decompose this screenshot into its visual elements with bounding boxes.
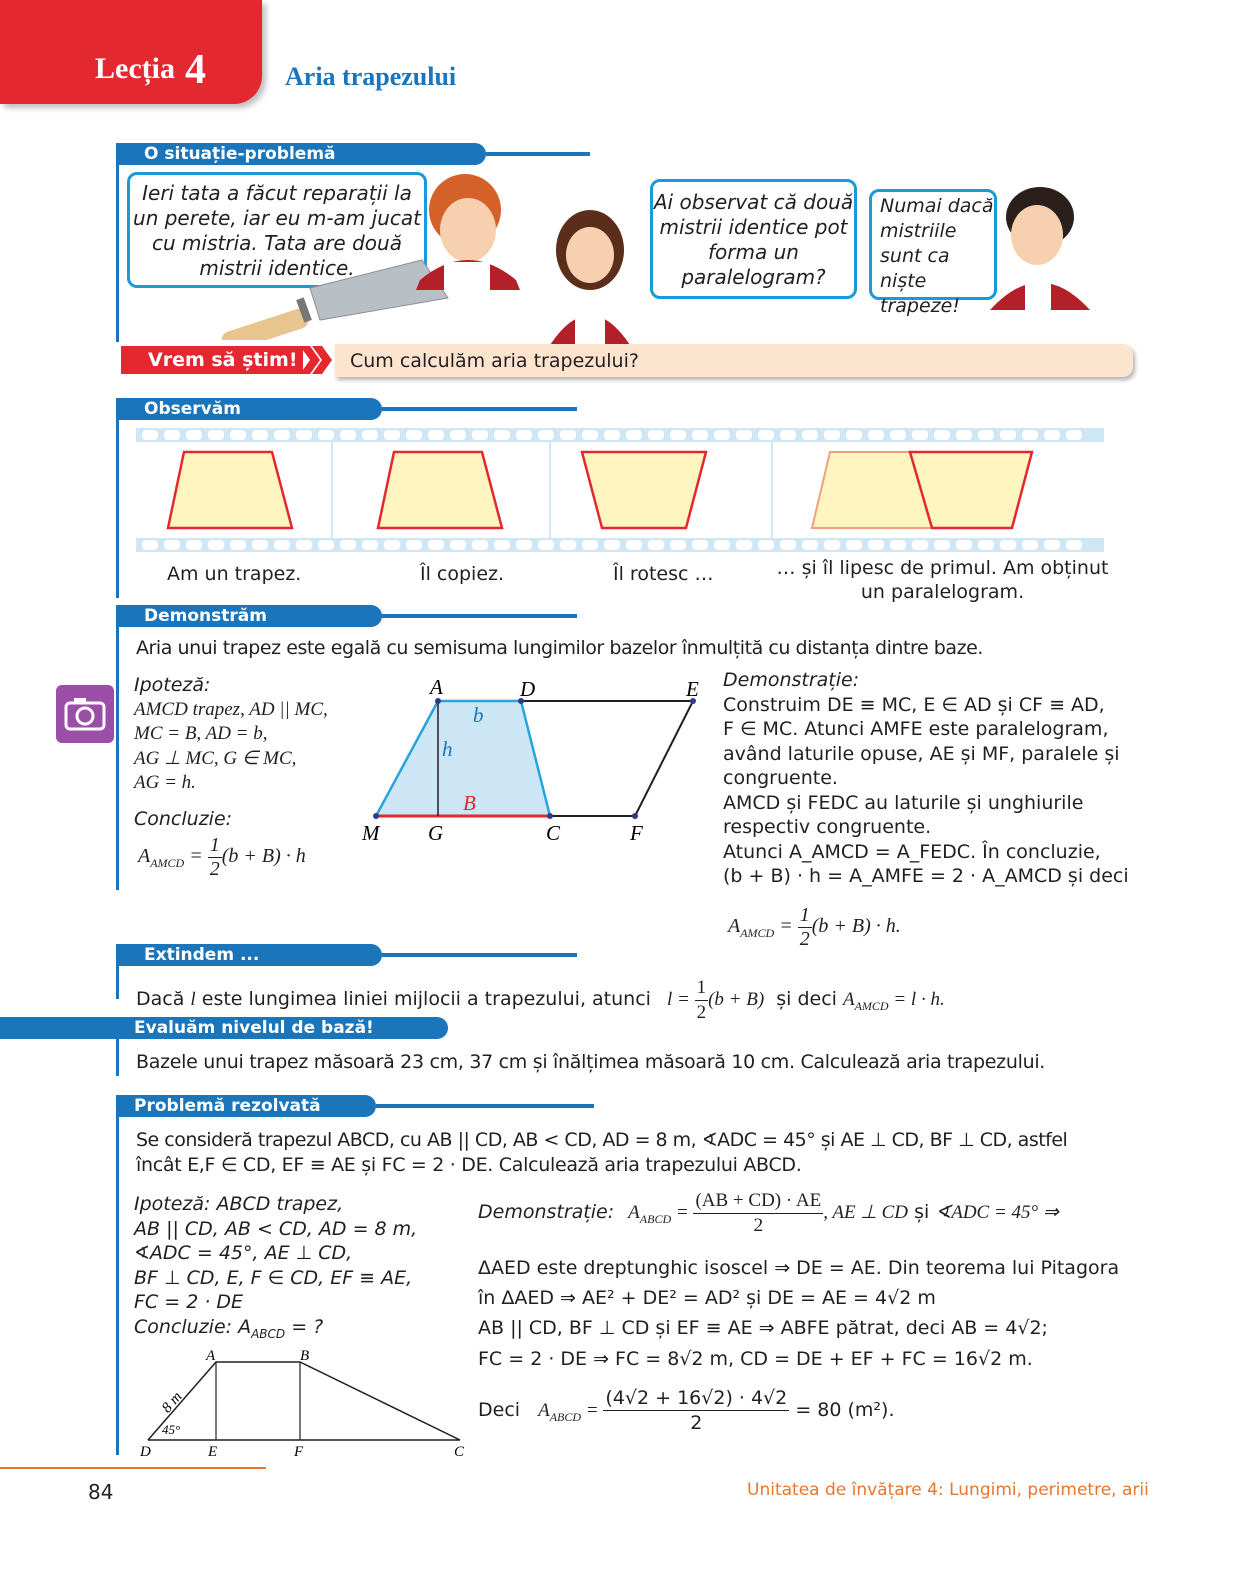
section-heading-line (376, 1104, 594, 1108)
section-rule (116, 402, 119, 598)
label-h: h (442, 737, 453, 761)
trapezoid-sequence (136, 442, 1104, 538)
hypothesis-line: Ipoteză: ABCD trapez, (134, 1193, 344, 1215)
section-heading-situation: O situație-problemă (116, 143, 486, 165)
solved-result: Deci $A_{ABCD}$ = $\frac{(4√2 + 16√2) \cdot 4√2}{2}$ = 80 (m²). (478, 1387, 895, 1434)
proof-line: Atunci A_AMCD = A_FEDC. În concluzie, (723, 840, 1101, 863)
section-heading-line (486, 152, 590, 156)
label-G: G (428, 821, 444, 844)
boy2-illustration (985, 185, 1095, 310)
label-F: F (294, 1444, 304, 1460)
solved-trapezoid-figure (134, 1346, 474, 1460)
label-side: 8 m (158, 1388, 186, 1417)
label-D: D (520, 677, 536, 701)
trapezoid-rotated (582, 452, 706, 528)
label-D: D (140, 1444, 151, 1460)
lesson-number: 4 (185, 47, 206, 93)
caption-2: Îl copiez. (420, 563, 505, 585)
chevrons-icon (300, 346, 336, 374)
hypothesis-line: AG ⊥ MC, G ∈ MC, (134, 747, 297, 769)
hypothesis-line: BF ⊥ CD, E, F ∈ CD, EF ≡ AE, (134, 1266, 413, 1289)
label-angle: 45° (162, 1422, 181, 1437)
hypothesis-line: ∢ADC = 45°, AE ⊥ CD, (134, 1242, 353, 1264)
proof-label: Demonstrație: (723, 669, 860, 691)
theorem-statement: Aria unui trapez este egală cu semisuma lungimilor bazelor înmulțită cu distanța dintre baze. (136, 637, 983, 659)
lesson-tab (0, 0, 262, 104)
speech-bubble-girl: Ai observat că două mistrii identice pot forma un paralelogram? (650, 179, 857, 299)
proof-line: respectiv congruente. (723, 816, 932, 838)
proof-block (723, 668, 1133, 889)
label-C: C (546, 821, 561, 844)
hypothesis-label: Ipoteză: (134, 674, 211, 696)
hypothesis-line: MC = B, AD = b, (134, 723, 268, 744)
hypothesis-line: AG = h. (134, 772, 196, 793)
problem-statement-2: încât E,F ∈ CD, EF ≡ AE și FC = 2 · DE. Calculează aria trapezului ABCD. (136, 1154, 802, 1176)
label-A: A (206, 1348, 216, 1364)
label-E: E (208, 1444, 218, 1460)
label-C: C (454, 1444, 465, 1460)
unit-label: Unitatea de învățare 4: Lungimi, perimetre, arii (747, 1480, 1149, 1500)
proof-line: F ∈ MC. Atunci AMFE este paralelogram, (723, 718, 1109, 740)
caption-1: Am un trapez. (167, 563, 302, 585)
conclusion-label: Concluzie: (134, 808, 233, 830)
boy-with-trowel-illustration (210, 170, 530, 340)
proof-line: congruente. (723, 767, 838, 789)
hypothesis-line: AMCD trapez, AD || MC, (134, 698, 328, 720)
section-rule (116, 1099, 119, 1455)
lesson-label: Lecția (95, 52, 175, 85)
proof-result-formula: $A_{AMCD}$ = $\frac{1}{2}$ (b + B) · h. (728, 904, 901, 950)
want-question: Cum calculăm aria trapezului? (350, 350, 639, 372)
conclusion-formula: $A_{AMCD}$ = $\frac{1}{2}$ (b + B) · h (138, 834, 306, 880)
solved-proof-line2: ΔAED este dreptunghic isoscel ⇒ DE = AE. Din teorema lui Pitagora (478, 1257, 1120, 1279)
extend-text: Dacă l este lungimea liniei mijlocii a trapezului, atunci l = $\frac{1}{2}$ (b + B) și deci $A_{AMCD} = l \cdot h$. (136, 977, 945, 1023)
section-heading-demonstrate: Demonstrăm (116, 605, 382, 627)
film-strip-bottom (136, 538, 1104, 552)
label-E: E (686, 677, 699, 701)
speech-bubble-boy: Ieri tata a făcut reparații la un perete, iar eu m-am jucat cu mistria. Tata are două mistrii identice. (127, 172, 427, 288)
want-to-know-label: Vrem să știm! (121, 346, 303, 374)
lesson-title: Aria trapezului (285, 62, 457, 91)
hypothesis-line: AB || CD, AB < CD, AD = 8 m, (134, 1217, 418, 1240)
section-heading-line (382, 614, 577, 618)
caption-4: … și îl lipesc de primul. Am obținut un paralelogram. (776, 557, 1109, 603)
trapezoid-parallelogram-figure (360, 674, 720, 844)
label-B: B (463, 791, 476, 815)
section-heading-line (382, 953, 577, 957)
solved-hypothesis (134, 1192, 417, 1346)
proof-line: Construim DE ≡ MC, E ∈ AD și CF ≡ AD, (723, 693, 1105, 716)
hypothesis-block (134, 673, 328, 796)
label-B: B (300, 1348, 310, 1364)
hypothesis-line: FC = 2 · DE (134, 1291, 244, 1313)
label-b: b (473, 703, 484, 727)
section-rule (116, 610, 119, 890)
solved-proof-line1: Demonstrație: $A_{ABCD}$ = $\frac{(AB + CD) \cdot AE}{2}$ , AE ⊥ CD și ∢ADC = 45° ⇒ (478, 1190, 1059, 1236)
caption-3: Îl rotesc … (613, 563, 714, 585)
trapezoid-right-part (910, 452, 1032, 528)
section-heading-solved: Problemă rezolvată (116, 1095, 376, 1117)
proof-line: (b + B) · h = A_AMFE = 2 · A_AMCD și deci (723, 865, 1129, 887)
proof-line: având laturile opuse, AE și MF, paralele și (723, 742, 1120, 765)
solved-proof-line5: FC = 2 · DE ⇒ FC = 8√2 m, CD = DE + EF + FC = 16√2 m. (478, 1348, 1033, 1370)
problem-statement-1: Se consideră trapezul ABCD, cu AB || CD, AB < CD, AD = 8 m, ∢ADC = 45° și AE ⊥ CD, BF ⊥ CD, astfel (136, 1129, 1068, 1151)
section-heading-observe: Observăm (116, 398, 382, 420)
conclusion-line: Concluzie: $A_{ABCD}$ = ? (134, 1315, 324, 1341)
solved-proof-line3: în ΔAED ⇒ AE² + DE² = AD² și DE = AE = 4√2 m (478, 1287, 936, 1309)
proof-line: AMCD și FEDC au laturile și unghiurile (723, 791, 1084, 814)
girl-illustration (530, 205, 650, 345)
page-number: 84 (88, 1480, 114, 1504)
label-M: M (362, 821, 380, 844)
camera-icon[interactable] (56, 685, 114, 743)
label-A: A (430, 675, 443, 699)
section-heading-evaluate: Evaluăm nivelul de bază! (0, 1017, 448, 1039)
film-strip-top (136, 428, 1104, 442)
section-heading-extend: Extindem ... (116, 944, 382, 966)
trapezoid-original (168, 452, 292, 528)
solved-proof-line4: AB || CD, BF ⊥ CD și EF ≡ AE ⇒ ABFE pătrat, deci AB = 4√2; (478, 1317, 1048, 1339)
trapezoid-copy (378, 452, 502, 528)
evaluate-text: Bazele unui trapez măsoară 23 cm, 37 cm și înălțimea măsoară 10 cm. Calculează aria trapezului. (136, 1051, 1046, 1073)
footer-rule (0, 1467, 266, 1469)
section-rule (116, 146, 119, 342)
label-F: F (630, 821, 643, 844)
section-rule (116, 1036, 119, 1076)
speech-bubble-boy2: Numai dacă mistriile sunt ca niște trapeze! (869, 189, 997, 300)
section-heading-line (382, 407, 577, 411)
